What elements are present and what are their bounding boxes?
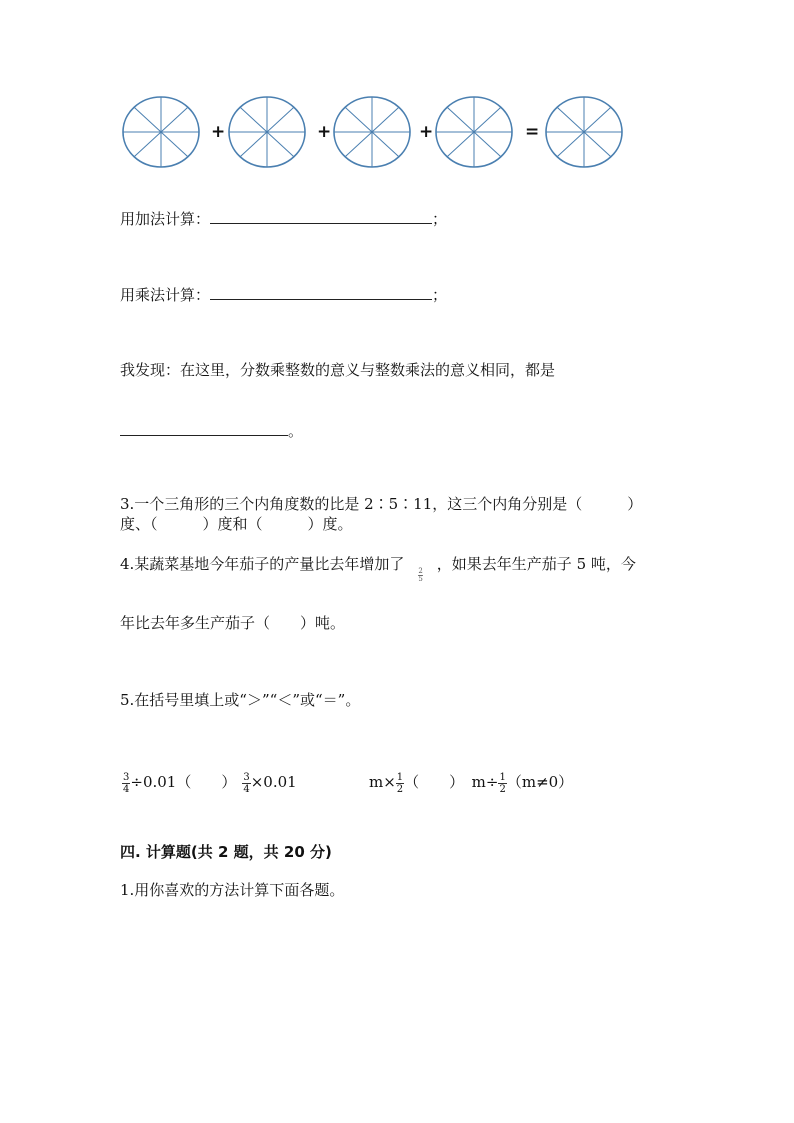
q5-e2-frac-b-den: 2 [499, 783, 506, 795]
addition-label: 用加法计算： [120, 210, 211, 228]
operator-equals: = [525, 122, 540, 142]
fraction-circle-1 [123, 97, 199, 167]
fraction-circles-figure [110, 90, 640, 174]
discovery-answer-line [120, 421, 303, 441]
multiplication-label: 用乘法计算： [120, 286, 211, 304]
fraction-circle-4 [436, 97, 512, 167]
fraction-circle-3 [334, 97, 410, 167]
q5-e1-frac-b-den: 4 [243, 783, 250, 795]
q4-line1 [120, 554, 636, 583]
q5-e2-frac-a-den: 2 [396, 783, 404, 795]
discovery-text: 我发现：在这里，分数乘整数的意义与整数乘法的意义相同，都是 [120, 361, 556, 379]
discovery-answer-blank[interactable] [120, 421, 288, 436]
addition-answer-blank[interactable] [210, 209, 432, 224]
q5-e2-frac-b [498, 772, 506, 795]
q5-e1-op-a: ÷0.01（ ） [130, 773, 237, 791]
q4-part1: 4.某蔬菜基地今年茄子的产量比去年增加了 [120, 555, 405, 573]
q5-e2-frac-a [396, 772, 404, 795]
multiplication-end: ； [432, 286, 448, 304]
q5-e2-post: （m≠0） [506, 773, 574, 791]
q5-e2-frac-a-num: 1 [396, 771, 404, 783]
q4-line2: 年比去年多生产茄子（ ）吨。 [120, 614, 346, 632]
section-4-heading: 四. 计算题(共 2 题，共 20 分) [120, 843, 332, 861]
q5-title: 5.在括号里填上或“＞”“＜”或“＝”。 [120, 691, 361, 709]
operator-plus-3: + [419, 122, 434, 142]
discovery-end: 。 [288, 422, 304, 440]
addition-end: ； [432, 210, 448, 228]
q5-e1-frac-b-num: 3 [243, 771, 250, 783]
q3-line1: 3.一个三角形的三个内角度数的比是 2∶5∶11，这三个内角分别是（ ） [120, 495, 643, 513]
q5-e1-frac-a-num: 3 [123, 771, 130, 783]
section-4-q1: 1.用你喜欢的方法计算下面各题。 [120, 881, 345, 899]
q5-e1-frac-b [242, 772, 250, 795]
q5-expression-1 [122, 764, 297, 800]
addition-line [120, 209, 447, 229]
q5-e1-op-b: ×0.01 [250, 773, 297, 791]
q5-e2-mid: （ ） m÷ [404, 773, 499, 791]
q4-fraction [418, 568, 422, 583]
q4-fraction-num: 2 [418, 567, 423, 575]
q5-e2-frac-b-num: 1 [499, 771, 506, 783]
fraction-circle-5 [546, 97, 622, 167]
operator-plus-2: + [317, 122, 332, 142]
operator-plus-1: + [211, 122, 226, 142]
q4-part2: ，如果去年生产茄子 5 吨，今 [436, 555, 636, 573]
q3-line2: 度、（ ）度和（ ）度。 [120, 515, 353, 533]
q4-fraction-den: 5 [418, 575, 423, 583]
multiplication-line [120, 285, 447, 305]
fraction-circle-2 [229, 97, 305, 167]
q5-e1-frac-a-den: 4 [123, 783, 130, 795]
q5-e2-pre: m× [369, 773, 396, 791]
multiplication-answer-blank[interactable] [210, 285, 432, 300]
q5-expression-2 [369, 764, 573, 800]
